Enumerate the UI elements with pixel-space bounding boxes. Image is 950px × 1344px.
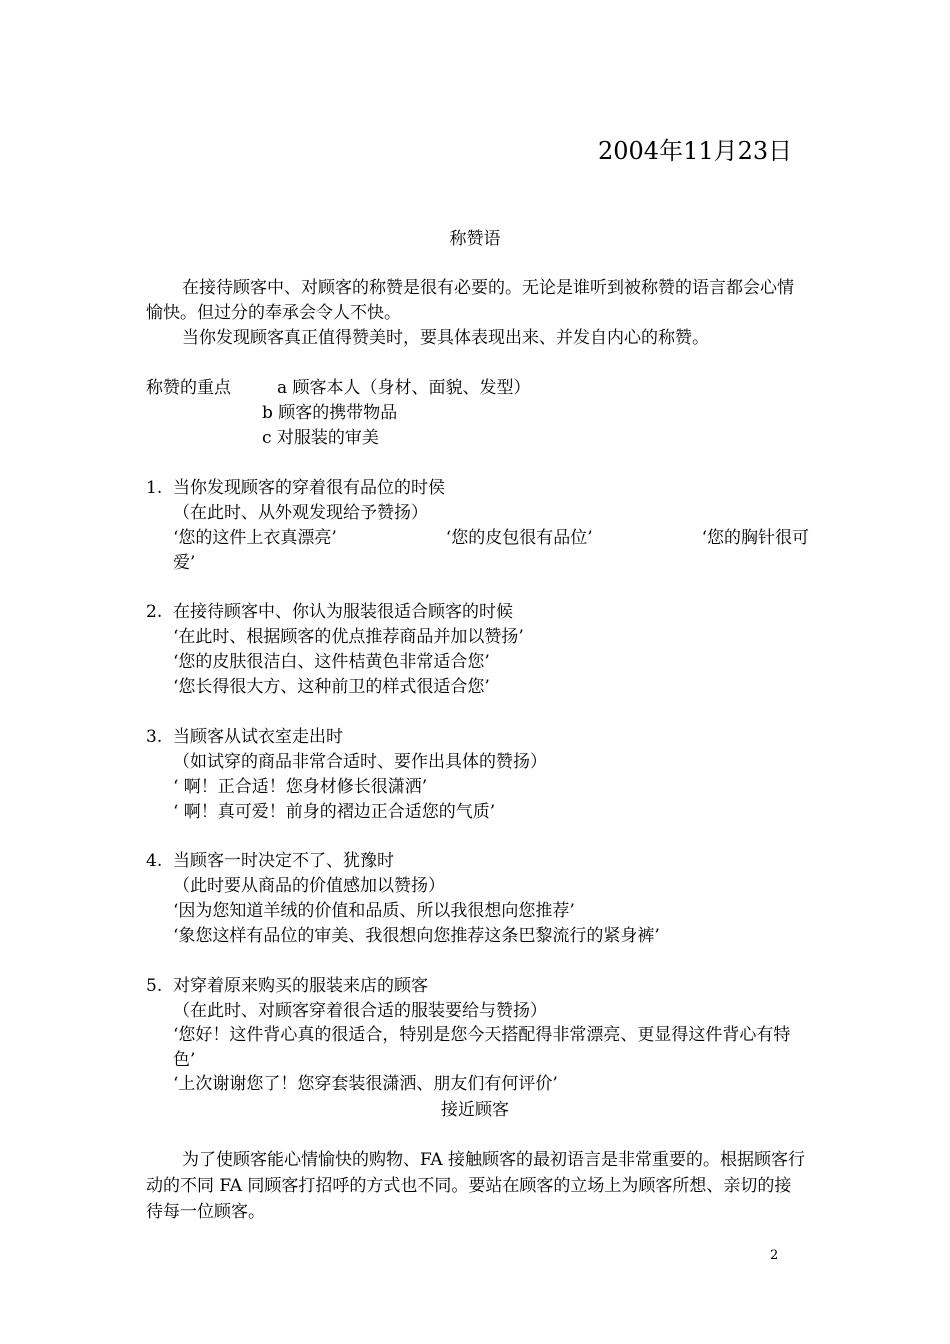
focus-item-b: b 顾客的携带物品 xyxy=(262,403,398,423)
item-number: 1. xyxy=(146,478,163,498)
item-line: ‘ 啊！真可爱！前身的褶边正合适您的气质’ xyxy=(173,802,496,822)
item-line: ‘上次谢谢您了！您穿套装很潇洒、朋友们有何评价’ xyxy=(173,1074,558,1094)
item-line: ‘您长得很大方、这种前卫的样式很适合您’ xyxy=(173,677,490,697)
item-heading: 对穿着原来购买的服装来店的顾客 xyxy=(173,976,428,996)
item-quote-row xyxy=(173,526,809,551)
intro-paragraph-2: 当你发现顾客真正值得赞美时，要具体表现出来、并发自内心的称赞。 xyxy=(182,328,709,348)
document-date: 2004年11月23日 xyxy=(598,137,793,165)
item-number: 2. xyxy=(146,602,163,622)
approach-paragraph: 为了使顾客能心情愉快的购物、FA 接触顾客的最初语言是非常重要的。根据顾客行动的不同 FA 同顾客打招呼的方式也不同。要站在顾客的立场上为顾客所想、亲切的接待每一位顾客。 xyxy=(146,1150,805,1222)
item-wrapped-quote: ‘您好！这件背心真的很适合，特别是您今天搭配得非常漂亮、更显得这件背心有特色’ xyxy=(173,1025,791,1070)
item-line: （如试穿的商品非常合适时、要作出具体的赞扬） xyxy=(173,752,547,772)
section-title-praise: 称赞语 xyxy=(449,229,501,249)
section-title-approach: 接近顾客 xyxy=(441,1100,509,1120)
item-line: （在此时、从外观发现给予赞扬） xyxy=(173,503,428,523)
focus-item-a: a 顾客本人（身材、面貌、发型） xyxy=(277,378,531,398)
item-line: ‘ 啊！正合适！您身材修长很潇洒’ xyxy=(173,777,428,797)
item-heading: 当顾客从试衣室走出时 xyxy=(173,727,343,747)
item-heading: 当你发现顾客的穿着很有品位的时侯 xyxy=(173,478,445,498)
item-quote: ‘您的这件上衣真漂亮’ xyxy=(173,528,337,548)
item-number: 4. xyxy=(146,851,163,871)
item-line: ‘在此时、根据顾客的优点推荐商品并加以赞扬’ xyxy=(173,627,524,647)
page-number: 2 xyxy=(770,1248,779,1263)
item-number: 3. xyxy=(146,727,163,747)
item-number: 5. xyxy=(146,976,163,996)
item-quote: ‘您的皮包很有品位’ xyxy=(445,528,593,548)
focus-item-c: c 对服装的审美 xyxy=(262,428,379,448)
item-line: （在此时、对顾客穿着很合适的服装要给与赞扬） xyxy=(173,1001,547,1021)
item-line: ‘象您这样有品位的审美、我很想向您推荐这条巴黎流行的紧身裤’ xyxy=(173,926,660,946)
item-line: ‘您的皮肤很洁白、这件桔黄色非常适合您’ xyxy=(173,652,490,672)
intro-paragraph-1: 在接待顾客中、对顾客的称赞是很有必要的。无论是谁听到被称赞的语言都会心情愉快。但过分的奉承会令人不快。 xyxy=(146,278,794,323)
focus-label: 称赞的重点 xyxy=(146,378,231,398)
item-quote: ‘您的胸针很可 xyxy=(701,528,809,548)
item-heading: 当顾客一时决定不了、犹豫时 xyxy=(173,851,394,871)
item-quote-continuation: 爱’ xyxy=(173,553,196,573)
item-line: ‘因为您知道羊绒的价值和品质、所以我很想向您推荐’ xyxy=(173,901,575,921)
item-line: （此时要从商品的价值感加以赞扬） xyxy=(173,876,445,896)
item-heading: 在接待顾客中、你认为服装很适合顾客的时候 xyxy=(173,602,513,622)
